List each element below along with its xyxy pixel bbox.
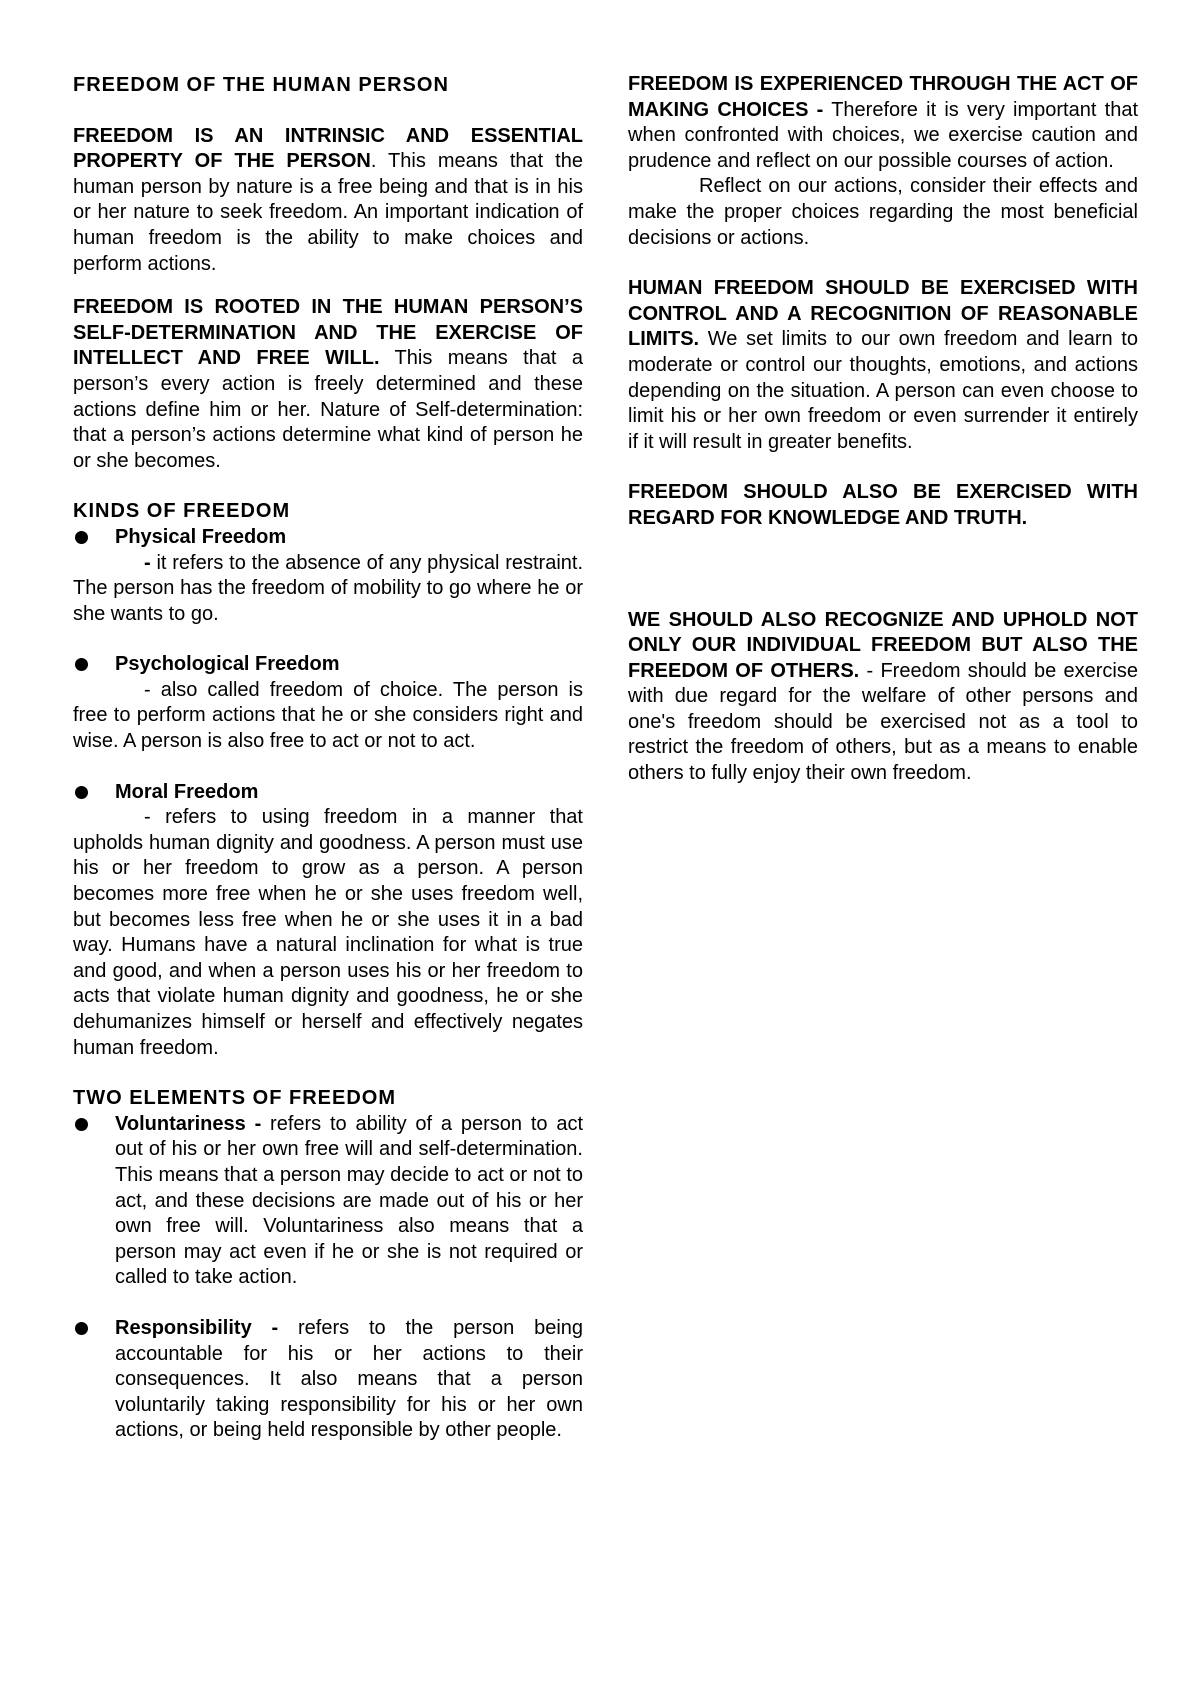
control-heading: HUMAN FREEDOM SHOULD BE EXERCISED WITH CONTROL AND A RECOGNITION OF REASONABLE LIMITS.	[628, 277, 1138, 351]
rooted-heading: FREEDOM IS ROOTED IN THE HUMAN PERSON’S SELF-DETERMINATION AND THE EXERCISE OF INTELLECT AND FREE WILL.	[73, 296, 583, 370]
bullet-icon	[75, 1322, 88, 1335]
others-text: - Freedom should be exercise with due regard for the welfare of other persons and one's freedom should be exercised not as a tool to restrict the freedom of others, but as a means to enable others to fully enjoy their own freedom.	[628, 659, 1138, 785]
bullet-icon	[75, 786, 88, 799]
moral-freedom-text: - refers to using freedom in a manner that upholds human dignity and goodness. A person must use his or her freedom to grow as a person. A person becomes more free when he or she uses freedom well, but becomes less free when he or she uses it in a bad way. Humans have a natural inclination for what is true and good, and when a person uses his or her freedom to acts that violate human dignity and goodness, he or she dehumanizes himself or herself and effectively negates human freedom.	[73, 806, 583, 1059]
psychological-freedom-item	[73, 652, 583, 678]
responsibility-title: Responsibility -	[115, 1316, 279, 1339]
voluntariness-text: refers to ability of a person to act out of his or her own free will and self-determination. This means that a person may decide to act or not to act, and these decisions are made out of his or her own free will. Voluntariness also means that a person may act even if he or she is not required or called to take action.	[115, 1112, 583, 1289]
voluntariness-item	[73, 1112, 583, 1291]
document-title: FREEDOM OF THE HUMAN PERSON	[73, 74, 449, 96]
rooted-text: This means that a person’s every action is freely determined and these actions define him or her. Nature of Self-determination: that a person’s actions determine what kind of person he or she becomes.	[73, 347, 584, 472]
kinds-heading: KINDS OF FREEDOM	[73, 500, 291, 523]
left-column	[73, 73, 583, 1444]
choices-text: Therefore it is very important that when confronted with choices, we exercise caution and prudence and reflect on our possible courses of action.	[628, 98, 1138, 172]
others-heading: WE SHOULD ALSO RECOGNIZE AND UPHOLD NOT ONLY OUR INDIVIDUAL FREEDOM BUT ALSO THE FREEDOM OF OTHERS.	[628, 608, 1138, 682]
right-column	[628, 72, 1138, 787]
choices-text-2: Reflect on our actions, consider their effects and make the proper choices regarding the most beneficial decisions or actions.	[628, 175, 1138, 249]
physical-freedom-text: - it refers to the absence of any physical restraint. The person has the freedom of mobility to go where he or she wants to go.	[73, 551, 583, 625]
others-paragraph	[628, 608, 1138, 787]
voluntariness-title: Voluntariness -	[115, 1112, 262, 1135]
choices-heading: FREEDOM IS EXPERIENCED THROUGH THE ACT OF MAKING CHOICES -	[628, 73, 1138, 121]
intrinsic-paragraph	[73, 124, 583, 278]
psychological-freedom-text: - also called freedom of choice. The person is free to perform actions that he or she considers right and wise. A person is also free to act or not to act.	[73, 678, 583, 753]
rooted-paragraph	[73, 295, 583, 474]
elements-heading: TWO ELEMENTS OF FREEDOM	[73, 1087, 396, 1110]
bullet-icon	[75, 1118, 88, 1131]
responsibility-item	[73, 1316, 583, 1444]
physical-freedom-title: Physical Freedom	[115, 525, 287, 548]
knowledge-heading: FREEDOM SHOULD ALSO BE EXERCISED WITH REGARD FOR KNOWLEDGE AND TRUTH.	[628, 481, 1138, 529]
bullet-icon	[75, 531, 88, 544]
choices-paragraph	[628, 72, 1138, 174]
bullet-icon	[75, 658, 88, 671]
control-text: We set limits to our own freedom and learn to moderate or control our thoughts, emotions, and actions depending on the situation. A person can even choose to limit his or her own freedom or even surrender it entirely if it will result in greater benefits.	[628, 328, 1138, 453]
responsibility-text: refers to the person being accountable for his or her actions to their consequences. It also means that a person voluntarily taking responsibility for his or her own actions, or being held responsible by other people.	[115, 1316, 584, 1442]
psychological-freedom-title: Psychological Freedom	[115, 653, 340, 676]
moral-freedom-title: Moral Freedom	[115, 780, 259, 803]
physical-freedom-item	[73, 525, 583, 551]
control-paragraph	[628, 276, 1138, 455]
intrinsic-text: . This means that the human person by nature is a free being and that is in his or her nature to seek freedom. An important indication of human freedom is the ability to make choices and perform actions.	[73, 150, 583, 275]
moral-freedom-item	[73, 780, 583, 806]
intrinsic-heading: FREEDOM IS AN INTRINSIC AND ESSENTIAL PROPERTY OF THE PERSON	[73, 124, 583, 173]
